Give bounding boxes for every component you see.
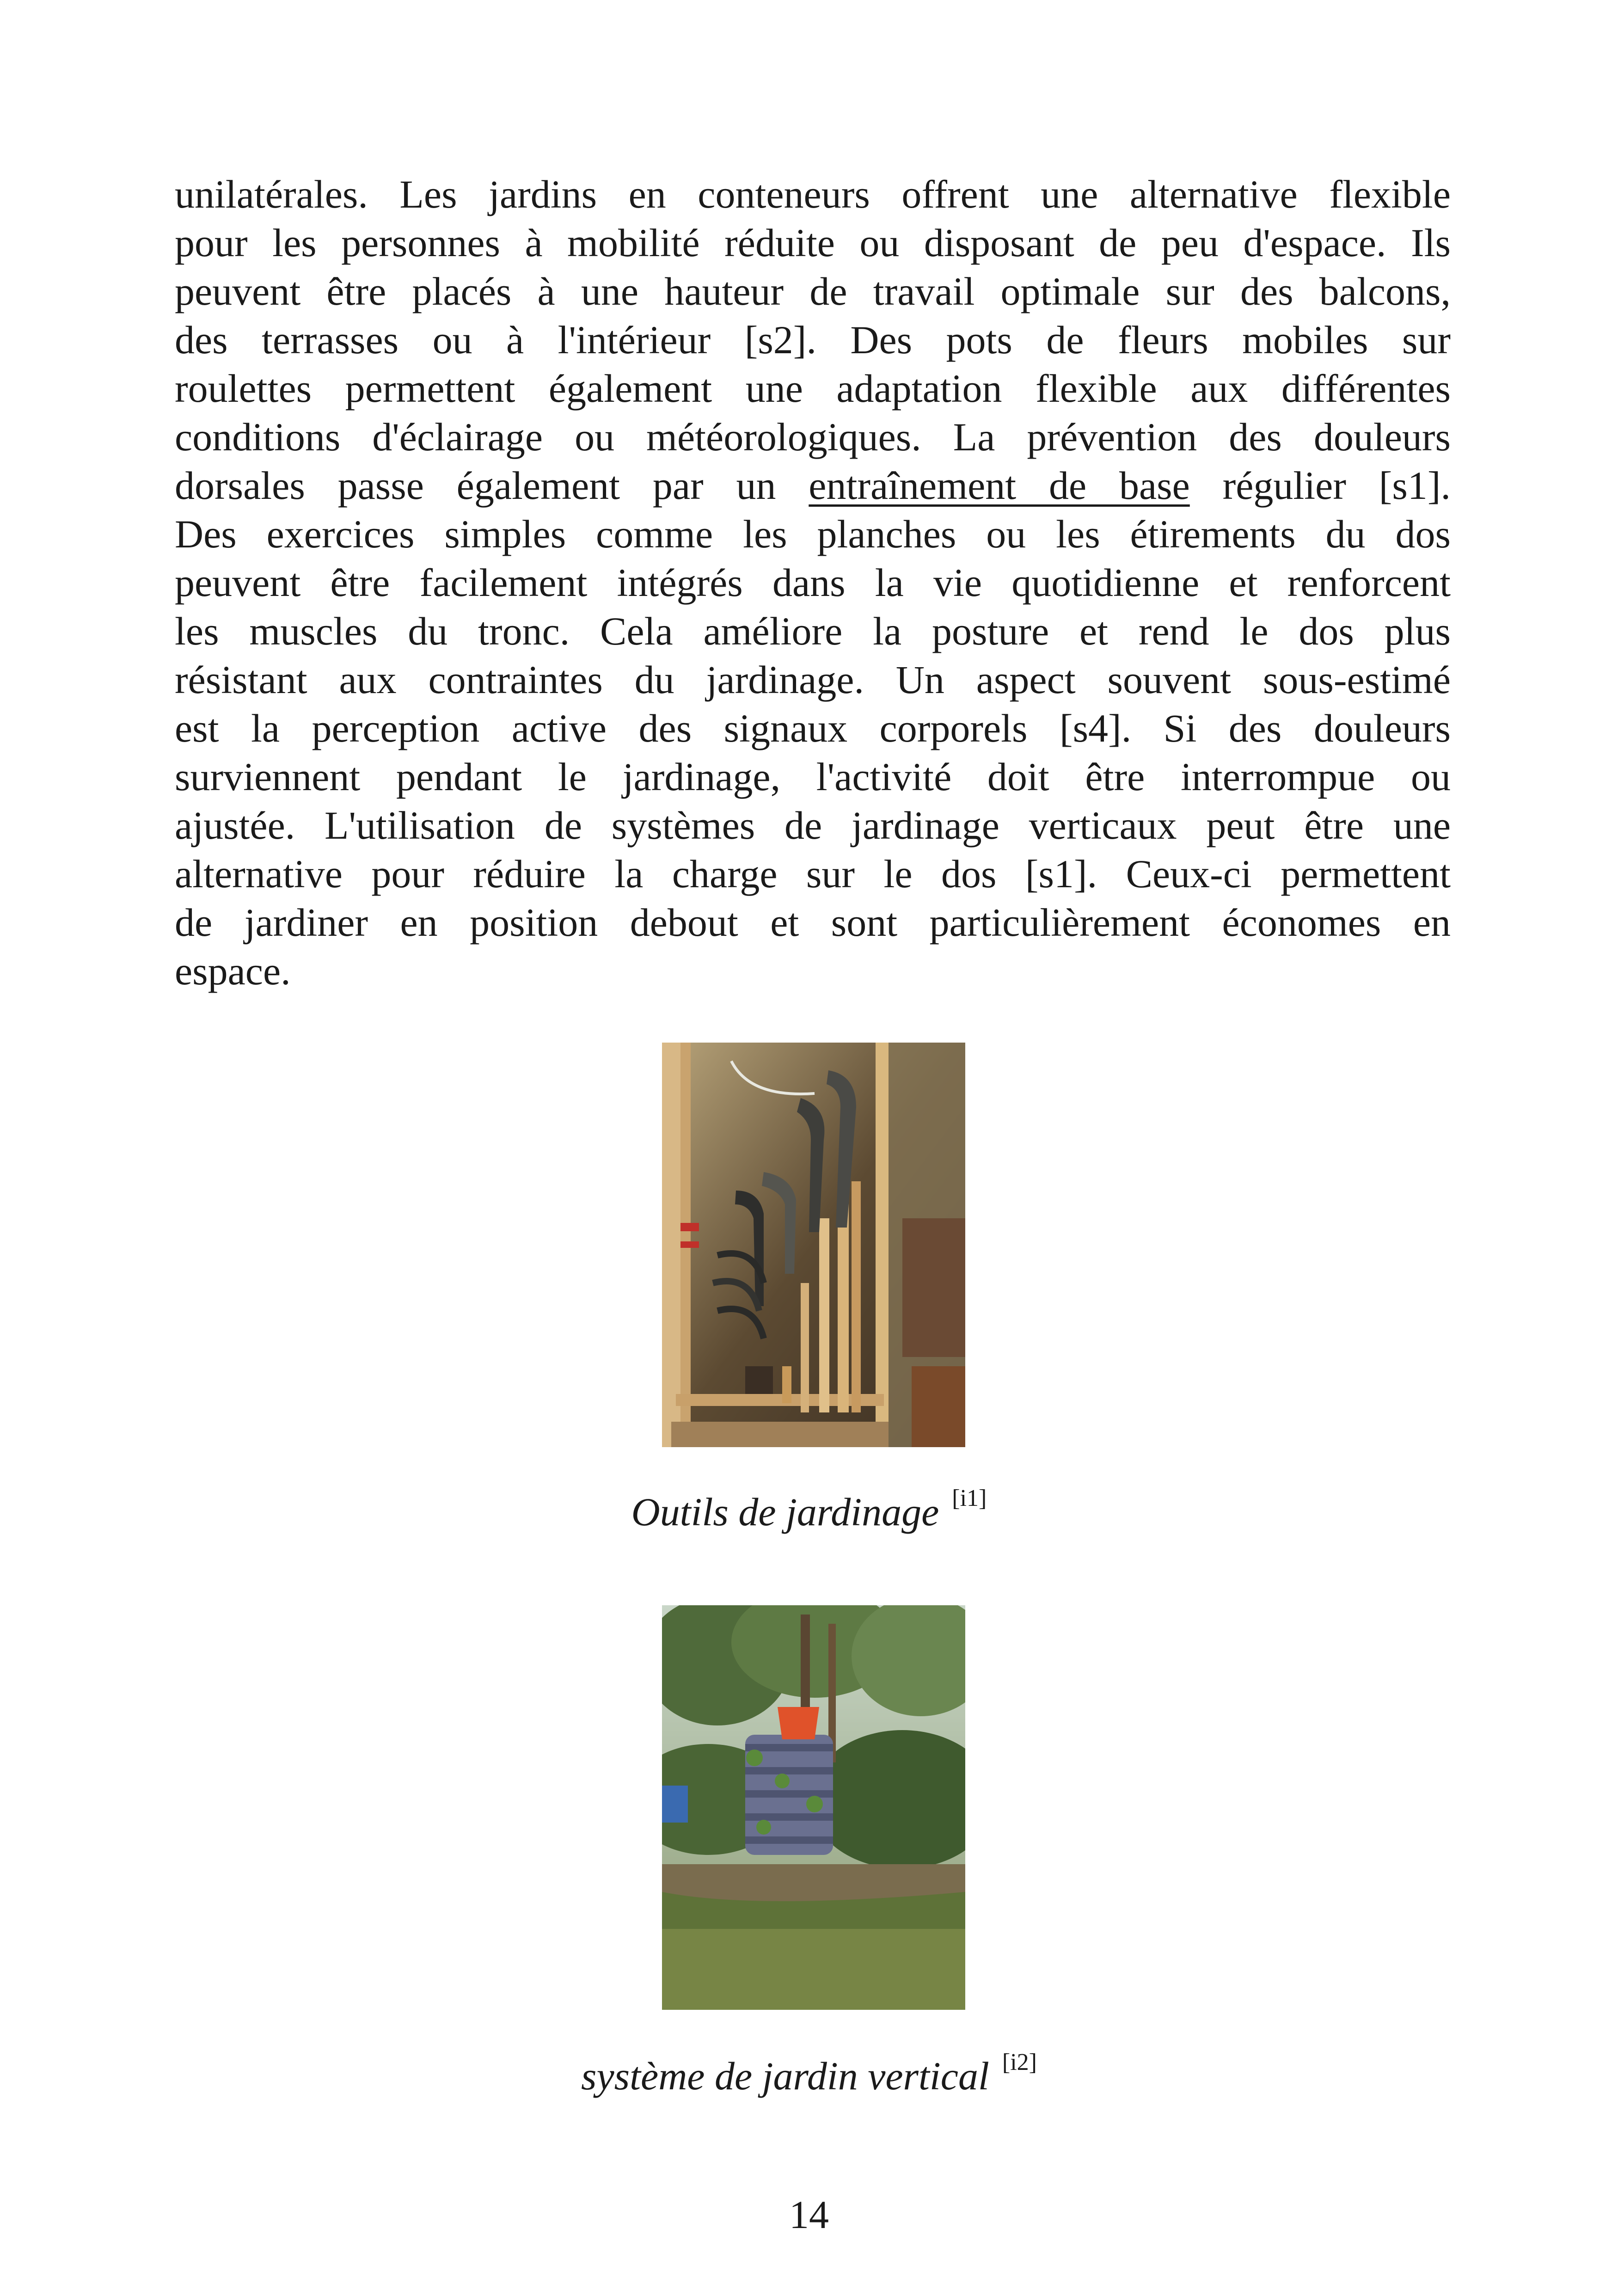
vertical-garden-photo — [662, 1605, 965, 2010]
text-line: Des exercices simples comme les planches ou les étirements du dos — [175, 512, 1451, 556]
text-line: peuvent être facilement intégrés dans la vie quotidienne et renforcent — [175, 560, 1451, 605]
text-line: roulettes permettent également une adaptation flexible aux différentes — [175, 366, 1451, 411]
text-line: de jardiner en position debout et sont particulièrement économes en — [175, 900, 1451, 945]
text-line: ajustée. L'utilisation de systèmes de jardinage verticaux peut être une — [175, 803, 1451, 847]
figure-caption — [0, 1485, 1618, 1535]
text-line: alternative pour réduire la charge sur le dos [s1]. Ceux-ci permettent — [175, 852, 1451, 896]
figure-caption — [0, 2049, 1618, 2099]
text-line: les muscles du tronc. Cela améliore la posture et rend le dos plus — [175, 609, 1451, 653]
text-fragment: régulier [s1]. — [1222, 463, 1451, 508]
text-line: résistant aux contraintes du jardinage. Un aspect souvent sous-estimé — [175, 657, 1451, 702]
garden-tools-photo — [662, 1043, 965, 1447]
underlined-term: entraînement de base — [809, 463, 1190, 508]
text-line: surviennent pendant le jardinage, l'activité doit être interrompue ou — [175, 755, 1451, 799]
text-line: est la perception active des signaux corporels [s4]. Si des douleurs — [175, 706, 1451, 750]
text-line: espace. — [175, 949, 291, 993]
caption-text: Outils de jardinage — [631, 1490, 939, 1534]
text-line: unilatérales. Les jardins en conteneurs offrent une alternative flexible — [175, 172, 1451, 216]
image-reference: [i1] — [952, 1485, 987, 1511]
page-number: 14 — [789, 2192, 829, 2237]
text-line — [175, 461, 1451, 510]
image-reference: [i2] — [1002, 2049, 1037, 2075]
body-paragraph — [175, 170, 1451, 995]
text-line: pour les personnes à mobilité réduite ou disposant de peu d'espace. Ils — [175, 221, 1451, 265]
caption-text: système de jardin vertical — [581, 2054, 989, 2098]
text-line: conditions d'éclairage ou météorologiques. La prévention des douleurs — [175, 415, 1451, 459]
text-fragment: dorsales passe également par un — [175, 463, 776, 508]
text-line: peuvent être placés à une hauteur de travail optimale sur des balcons, — [175, 269, 1451, 313]
text-line: des terrasses ou à l'intérieur [s2]. Des pots de fleurs mobiles sur — [175, 318, 1451, 362]
